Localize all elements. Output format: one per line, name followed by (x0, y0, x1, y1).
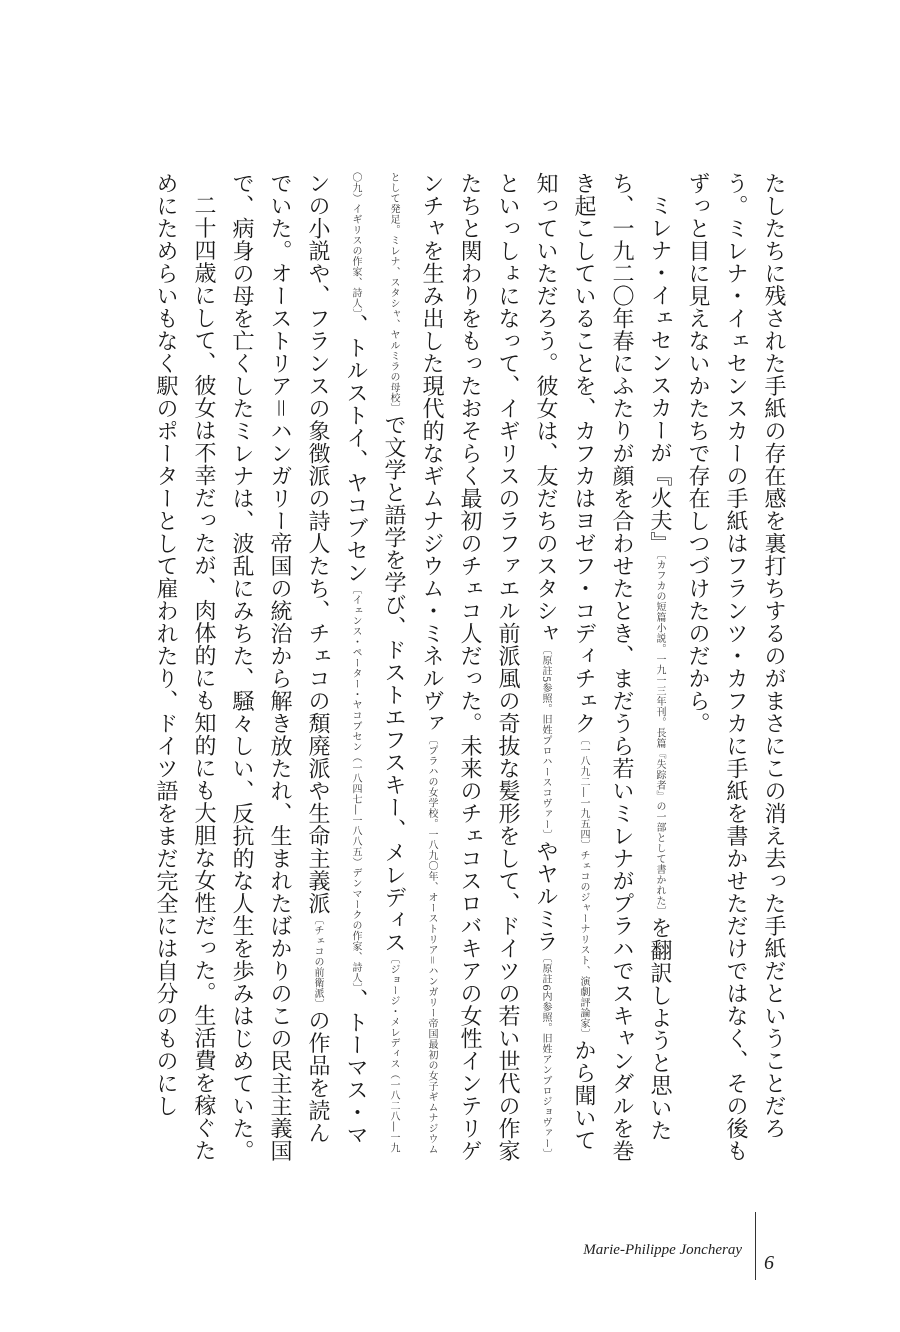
author-name: Marie-Philippe Joncheray (583, 1242, 742, 1258)
page-number: 6 (764, 1252, 774, 1274)
paragraph-3 (146, 172, 222, 1162)
paragraph-2-part-h: 、トーマス・マンの小説や、フランスの象徴派の詩人たち、チェコの頽廃派や生命主義派 (305, 172, 368, 1146)
paragraph-2-part-e: といっしょになって、イギリスのラファエル前派風の奇抜な髪形をして、ドイツの若い世代の作家たちと関わりをもったおそらく最初のチェコ人だった。未来のチェコスロバキアの女性インテリゲンチャを生み出した現代的なギムナジウム・ミネルヴァ (419, 172, 520, 1162)
note-jarmila: 〔原註6内参照。旧姓アンブロジョヴァー〕 (540, 952, 551, 1160)
paragraph-2-part-c: から聞いて知っていただろう。彼女は、友だちのスタシャ (533, 172, 596, 1152)
page-footer (583, 1212, 790, 1282)
note-kodicek: 〔一八九二―一九五四〕チェコのジャーナリスト、演劇評論家〕 (578, 734, 589, 1039)
paragraph-1-text: たしたちに残された手紙の存在感を裏打ちするのがまさにこの消え去った手紙だということだろう。ミレナ・イェセンスカーの手紙はフランツ・カフカに手紙を書かせただけではなく、その後もずっと目に見えないかたちで存在しつづけたのだから。 (685, 172, 786, 1162)
note-jacobsen: 〔イェンス・ペーター・ヤコブセン（一八四七―一八八五）デンマークの作家、詩人〕 (350, 584, 361, 989)
footer-divider (755, 1212, 756, 1280)
note-stasa: 〔原註5参照。旧姓プロハースコヴァー〕 (540, 644, 551, 841)
paragraph-2-part-d: やヤルミラ (533, 840, 558, 953)
paragraph-2-part-f: で文学と語学を学び、ドストエフスキー、メレディス (381, 413, 406, 954)
note-meredith: 〔ジョージ・メレディス（一八二八―一九〇九）イギリスの作家、詩人〕 (350, 172, 399, 1153)
paragraph-2 (222, 172, 678, 1162)
paragraph-2-part-a: ミレナ・イェセンスカーが『火夫』 (647, 194, 672, 554)
paragraph-1 (678, 172, 792, 1162)
note-kafu: 〔カフカの短篇小説。一九一三年刊。長篇『失踪者』の一部として書かれた〕 (654, 554, 665, 917)
paragraph-2-part-g: 、トルストイ、ヤコブセン (343, 314, 368, 584)
note-minerva: 〔プラハの女学校。一八九〇年、オーストリア＝ハンガリー帝国最初の女子ギムナジウムとして発足。ミレナ、スタシャ、ヤルミラの母校〕 (388, 172, 437, 1155)
vertical-text-block (102, 172, 792, 1162)
paragraph-2-part-i: の作品を読んでいた。オーストリア＝ハンガリー帝国の統治から解き放たれ、生まれたばかりのこの民主主義国で、病身の母を亡くしたミレナは、波乱にみちた、騒々しい、反抗的な人生を歩みはじめていた。 (229, 172, 330, 1163)
paragraph-3-text: 二十四歳にして、彼女は不幸だったが、肉体的にも知的にも大胆な女性だった。生活費を稼ぐためにためらいもなく駅のポーターとして雇われたり、ドイツ語をまだ完全には自分のものにし (153, 172, 216, 1162)
paragraph-2-part-b: を翻訳しようと思いたち、一九二〇年春にふたりが顔を合わせたとき、まだうら若いミレナがプラハでスキャンダルを巻き起こしていることを、カフカはヨゼフ・コディチェク (571, 172, 672, 1162)
note-vitalism: 〔チェコの前衛派〕 (312, 914, 323, 1009)
